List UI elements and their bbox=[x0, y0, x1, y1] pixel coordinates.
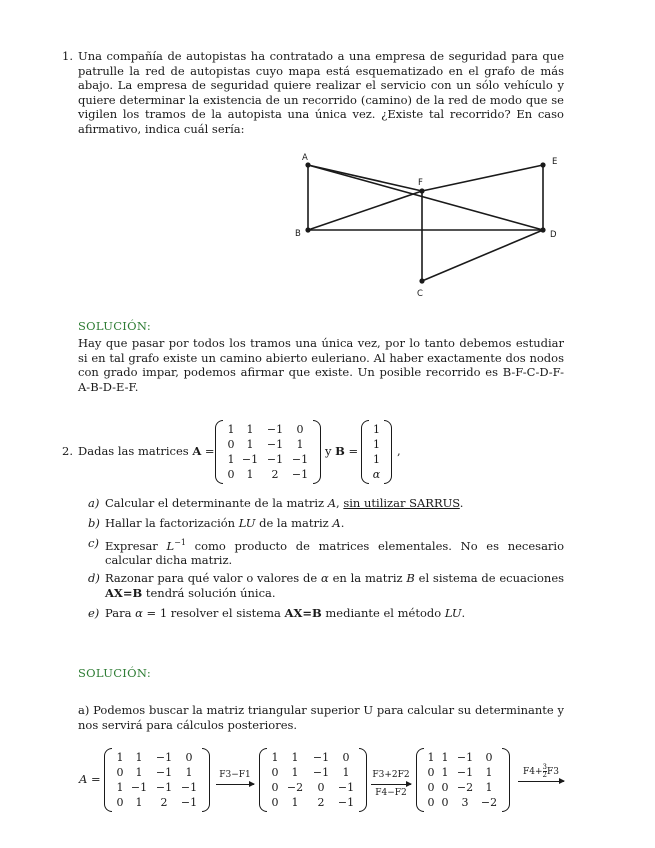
item-b-post: . bbox=[340, 516, 345, 530]
item-a-pre: Calcular el determinante de la matriz bbox=[105, 496, 325, 510]
item-d-label: d) bbox=[88, 571, 100, 585]
m3-cell: −1 bbox=[456, 751, 474, 764]
row-op-arrow-3 bbox=[518, 764, 564, 783]
row-op-arrow-1 bbox=[216, 768, 254, 786]
m3-cell: 1 bbox=[485, 766, 493, 779]
elimination-lhs bbox=[79, 772, 101, 787]
matrix-a-cell: 0 bbox=[227, 438, 235, 451]
elimination-matrix-1 bbox=[104, 748, 210, 812]
item-e-mid: = 1 resolver el sistema bbox=[146, 606, 281, 620]
item-a-post: . bbox=[459, 496, 464, 510]
m1-cell: −1 bbox=[155, 751, 173, 764]
problem-2-trailing-comma: , bbox=[397, 444, 401, 458]
node-label-b: B bbox=[295, 229, 301, 239]
m1-cell: 1 bbox=[135, 766, 143, 779]
elimination-eq: = bbox=[90, 772, 101, 786]
intro-text: Dadas las matrices bbox=[78, 444, 189, 458]
node-b bbox=[305, 227, 310, 232]
edge-f-b bbox=[308, 191, 422, 230]
and-text: y bbox=[325, 444, 332, 458]
matrix-b-cell: 1 bbox=[373, 423, 380, 436]
matrix-a-cell: 0 bbox=[296, 423, 304, 436]
item-b-mid: de la matriz bbox=[259, 516, 329, 530]
problem-2-number: 2. bbox=[62, 444, 73, 458]
node-a bbox=[305, 162, 310, 167]
m3-cell: 0 bbox=[427, 766, 435, 779]
item-c-post: como producto de matrices elementales. No es necesario calcular dicha matriz. bbox=[105, 538, 565, 568]
item-b-var: LU bbox=[238, 516, 256, 530]
row-op-1: F3−F1 bbox=[219, 770, 251, 780]
item-c bbox=[88, 536, 564, 568]
matrix-b-label: B bbox=[335, 444, 345, 458]
m1-cell: 1 bbox=[116, 751, 124, 764]
node-f bbox=[419, 188, 424, 193]
m2-cell: 0 bbox=[271, 781, 279, 794]
elimination-matrix-2 bbox=[259, 748, 367, 812]
item-c-var: L bbox=[166, 538, 175, 553]
item-e bbox=[88, 606, 564, 621]
node-label-a: A bbox=[302, 153, 308, 163]
m3-cell: 1 bbox=[485, 781, 493, 794]
matrix-a-cell: 1 bbox=[246, 438, 254, 451]
item-e-post: mediante el método bbox=[325, 606, 442, 620]
equals-b: = bbox=[348, 444, 359, 458]
node-d bbox=[540, 227, 545, 232]
m2-cell: 2 bbox=[317, 796, 325, 809]
m1-cell: −1 bbox=[180, 796, 198, 809]
row-op-3-num: 3 bbox=[542, 763, 547, 771]
item-a-mid: , bbox=[336, 496, 340, 510]
item-c-label: c) bbox=[88, 536, 99, 550]
elimination-matrix-3 bbox=[416, 748, 510, 812]
m2-cell: 0 bbox=[317, 781, 325, 794]
item-d-mid: en la matriz bbox=[332, 571, 403, 585]
solution-2-heading: SOLUCIÓN: bbox=[78, 666, 152, 680]
item-c-pre: Expresar bbox=[105, 538, 158, 553]
elimination-lhs-a: A bbox=[79, 772, 88, 786]
m1-cell: −1 bbox=[130, 781, 148, 794]
m2-cell: −1 bbox=[337, 781, 355, 794]
node-label-f: F bbox=[418, 178, 423, 188]
m2-cell: 0 bbox=[271, 796, 279, 809]
m1-cell: 2 bbox=[160, 796, 168, 809]
item-d-var2: B bbox=[406, 571, 415, 585]
matrix-a-cell: 1 bbox=[296, 438, 304, 451]
item-d-pre: Razonar para qué valor o valores de bbox=[105, 571, 318, 585]
m2-cell: 1 bbox=[342, 766, 350, 779]
m2-cell: 1 bbox=[291, 796, 299, 809]
matrix-a-cell: −1 bbox=[266, 453, 284, 466]
row-op-2-top: F3+2F2 bbox=[372, 770, 410, 780]
m1-cell: 0 bbox=[116, 766, 124, 779]
item-d-var: α bbox=[321, 571, 329, 585]
node-label-c: C bbox=[417, 289, 423, 299]
m1-cell: 0 bbox=[185, 751, 193, 764]
problem-1-number: 1. bbox=[62, 49, 73, 63]
m1-cell: −1 bbox=[155, 766, 173, 779]
item-d-post2: tendrá solución única. bbox=[145, 585, 276, 600]
m2-cell: −2 bbox=[286, 781, 304, 794]
item-e-pre: Para bbox=[105, 606, 132, 620]
m3-cell: 0 bbox=[427, 796, 435, 809]
solution-1-heading: SOLUCIÓN: bbox=[78, 319, 152, 333]
matrix-a-cell: 2 bbox=[271, 468, 279, 481]
item-a-label: a) bbox=[88, 496, 100, 510]
matrix-a-cell: −1 bbox=[291, 468, 309, 481]
m1-cell: −1 bbox=[155, 781, 173, 794]
m3-cell: 1 bbox=[441, 751, 449, 764]
m1-cell: −1 bbox=[180, 781, 198, 794]
m2-cell: −1 bbox=[312, 766, 330, 779]
matrix-a-cell: 0 bbox=[227, 468, 235, 481]
row-op-3 bbox=[518, 764, 564, 780]
m3-cell: −2 bbox=[480, 796, 498, 809]
m3-cell: −1 bbox=[456, 766, 474, 779]
m1-cell: 0 bbox=[116, 796, 124, 809]
item-c-sup: −1 bbox=[174, 538, 186, 547]
m2-cell: 0 bbox=[271, 766, 279, 779]
matrix-b-cell: α bbox=[372, 468, 381, 481]
item-e-bold: AX=B bbox=[284, 606, 322, 620]
m2-cell: 1 bbox=[291, 766, 299, 779]
equals-a: = bbox=[204, 444, 215, 458]
m3-cell: −2 bbox=[456, 781, 474, 794]
row-op-2-bottom: F4−F2 bbox=[375, 787, 407, 798]
matrix-b-cell: 1 bbox=[373, 438, 380, 451]
row-op-3-pre: F4+ bbox=[523, 767, 543, 777]
matrix-a-cell: 1 bbox=[246, 423, 254, 436]
row-op-3-post: F3 bbox=[547, 767, 559, 777]
item-e-var: α bbox=[135, 606, 143, 620]
problem-1-statement: Una compañía de autopistas ha contratado a una empresa de seguridad para que patrulle la red de autopistas cuyo mapa está esquematizado en el grafo de más abajo. La empresa de seguridad quiere realizar el servicio con un sólo vehículo y quiere determinar la existencia de un recorrido (camino) de la red de modo que se vigilen los tramos de la autopista una única vez. ¿Existe tal recorrido? En caso afirmativo, indica cuál sería: bbox=[78, 49, 564, 136]
highway-graph bbox=[290, 150, 565, 300]
m2-cell: −1 bbox=[337, 796, 355, 809]
m3-cell: 1 bbox=[441, 766, 449, 779]
problem-2-and-b bbox=[325, 444, 358, 459]
item-a bbox=[88, 496, 564, 511]
item-d-bold: AX=B bbox=[105, 585, 143, 600]
matrix-b bbox=[361, 420, 392, 484]
item-a-var: A bbox=[327, 496, 337, 510]
node-c bbox=[419, 278, 424, 283]
item-a-underline: sin utilizar SARRUS bbox=[343, 496, 460, 510]
item-e-label: e) bbox=[88, 606, 100, 620]
matrix-a-label: A bbox=[192, 444, 202, 458]
solution-2a-text: a) Podemos buscar la matriz triangular superior U para calcular su determinante y nos servirá para cálculos posteriores. bbox=[78, 703, 564, 732]
m3-cell: 0 bbox=[441, 781, 449, 794]
matrix-a-cell: 1 bbox=[227, 423, 235, 436]
item-b-pre: Hallar la factorización bbox=[105, 516, 236, 530]
item-e-post2: . bbox=[461, 606, 466, 620]
matrix-a-cell: −1 bbox=[266, 438, 284, 451]
problem-2-intro bbox=[78, 444, 215, 459]
node-e bbox=[540, 162, 545, 167]
m2-cell: −1 bbox=[312, 751, 330, 764]
m3-cell: 0 bbox=[485, 751, 493, 764]
m3-cell: 0 bbox=[441, 796, 449, 809]
m3-cell: 3 bbox=[461, 796, 469, 809]
m1-cell: 1 bbox=[135, 751, 143, 764]
item-d-post: el sistema de ecuaciones bbox=[418, 571, 565, 585]
row-op-3-den: 2 bbox=[542, 771, 547, 779]
item-b-label: b) bbox=[88, 516, 100, 530]
matrix-a-cell: 1 bbox=[227, 453, 235, 466]
m3-cell: 0 bbox=[427, 781, 435, 794]
edge-f-e bbox=[422, 165, 543, 191]
matrix-a-cell: −1 bbox=[266, 423, 284, 436]
m2-cell: 1 bbox=[291, 751, 299, 764]
matrix-a-cell: 1 bbox=[246, 468, 254, 481]
item-d bbox=[88, 571, 564, 600]
matrix-a-cell: −1 bbox=[291, 453, 309, 466]
m1-cell: 1 bbox=[116, 781, 124, 794]
item-b bbox=[88, 516, 564, 531]
node-label-e: E bbox=[552, 157, 558, 167]
matrix-b-cell: 1 bbox=[373, 453, 380, 466]
edge-a-d bbox=[308, 165, 543, 230]
item-b-var2: A bbox=[332, 516, 341, 530]
matrix-a-cell: −1 bbox=[241, 453, 259, 466]
matrix-a bbox=[215, 420, 321, 484]
m3-cell: 1 bbox=[427, 751, 435, 764]
solution-1-text: Hay que pasar por todos los tramos una única vez, por lo tanto debemos estudiar si en tal grafo existe un camino abierto euleriano. Al haber exactamente dos nodos con grado impar, podemos afirmar que existe. Un posible recorrido es B-F-C-D-F-A-B-D-E-F. bbox=[78, 336, 564, 394]
m1-cell: 1 bbox=[135, 796, 143, 809]
item-e-var2: LU bbox=[444, 606, 462, 620]
m1-cell: 1 bbox=[185, 766, 193, 779]
m2-cell: 1 bbox=[271, 751, 279, 764]
edge-c-d bbox=[422, 230, 543, 281]
row-op-arrow-2 bbox=[371, 768, 411, 800]
node-label-d: D bbox=[550, 230, 557, 240]
m2-cell: 0 bbox=[342, 751, 350, 764]
